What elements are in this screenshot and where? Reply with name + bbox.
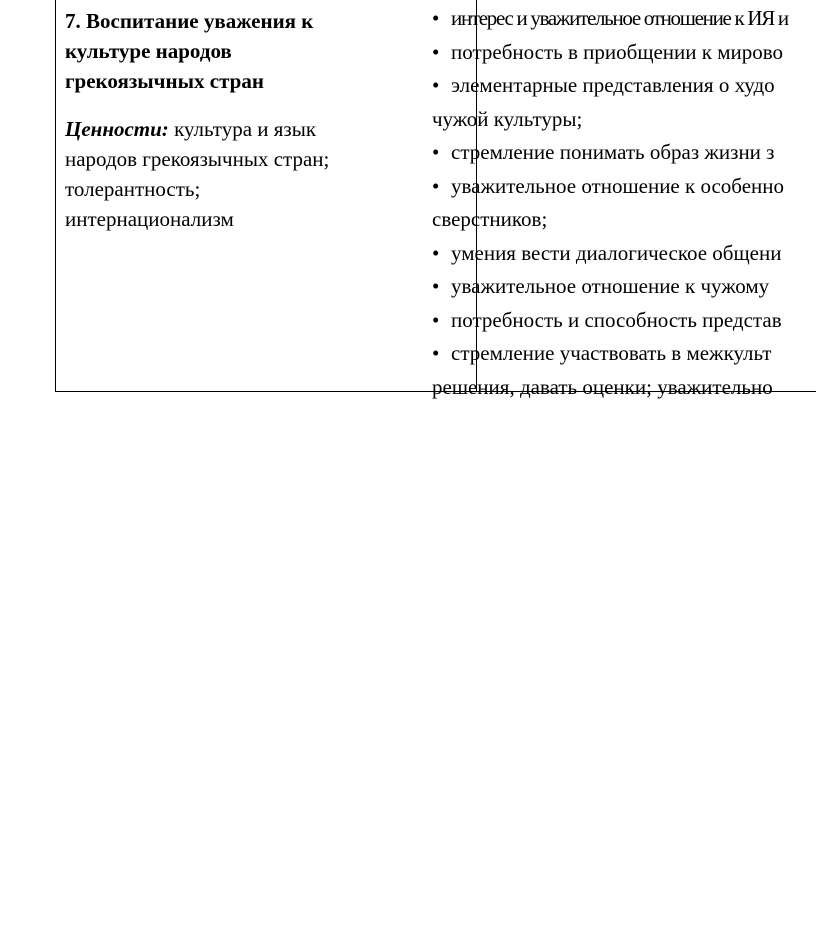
bullet-item — [432, 36, 816, 70]
bullet-icon: • — [432, 39, 440, 64]
section-heading — [65, 6, 410, 96]
values-line: народов грекоязычных стран; — [65, 147, 330, 171]
bullet-item — [432, 69, 816, 103]
bullet-item — [432, 170, 816, 204]
bullet-text: стремление участвовать в межкульт — [451, 341, 772, 365]
bullet-text: уважительное отношение к чужому — [451, 274, 770, 298]
bullet-icon: • — [432, 73, 440, 97]
values-line — [65, 114, 410, 144]
values-line: толерантность; — [65, 177, 201, 201]
bullet-text: элементарные представления о худо — [451, 73, 775, 97]
continuation-text: чужой культуры; — [432, 106, 583, 131]
bullet-icon: • — [432, 341, 440, 365]
bullet-icon: • — [432, 140, 440, 164]
continuation-text: сверстников; — [432, 207, 548, 231]
bullet-icon: • — [432, 274, 440, 298]
right-cell — [432, 2, 816, 404]
values-line: интернационализм — [65, 207, 234, 231]
values-label: Ценности: — [65, 117, 169, 141]
heading-line: грекоязычных стран — [65, 69, 264, 93]
bullet-item — [432, 237, 816, 271]
bullet-item — [432, 304, 816, 338]
bullet-icon: • — [432, 6, 439, 30]
bullet-text: уважительное отношение к особенно — [451, 173, 785, 198]
bullet-text: потребность в приобщении к мирово — [451, 39, 784, 64]
bullet-text: стремление понимать образ жизни з — [451, 140, 775, 164]
left-cell — [65, 6, 410, 234]
bullet-text: умения вести диалогическое общени — [451, 240, 782, 265]
bullet-item — [432, 136, 816, 170]
bullet-item — [432, 337, 816, 371]
continuation-text: решения, давать оценки; уважительно — [432, 374, 773, 399]
bullet-icon: • — [432, 173, 440, 198]
bullet-item — [432, 270, 816, 304]
bullet-item — [432, 2, 816, 36]
bullet-icon: • — [432, 307, 440, 332]
values-block — [65, 114, 410, 234]
bullet-text: потребность и способность представ — [451, 307, 782, 332]
bullet-icon: • — [432, 240, 440, 265]
values-text: культура и язык — [168, 117, 317, 141]
heading-line: культуре народов — [65, 39, 232, 63]
heading-line: 7. Воспитание уважения к — [65, 9, 314, 33]
bullet-text: интерес и уважительное отношение к ИЯ и — [451, 6, 788, 30]
